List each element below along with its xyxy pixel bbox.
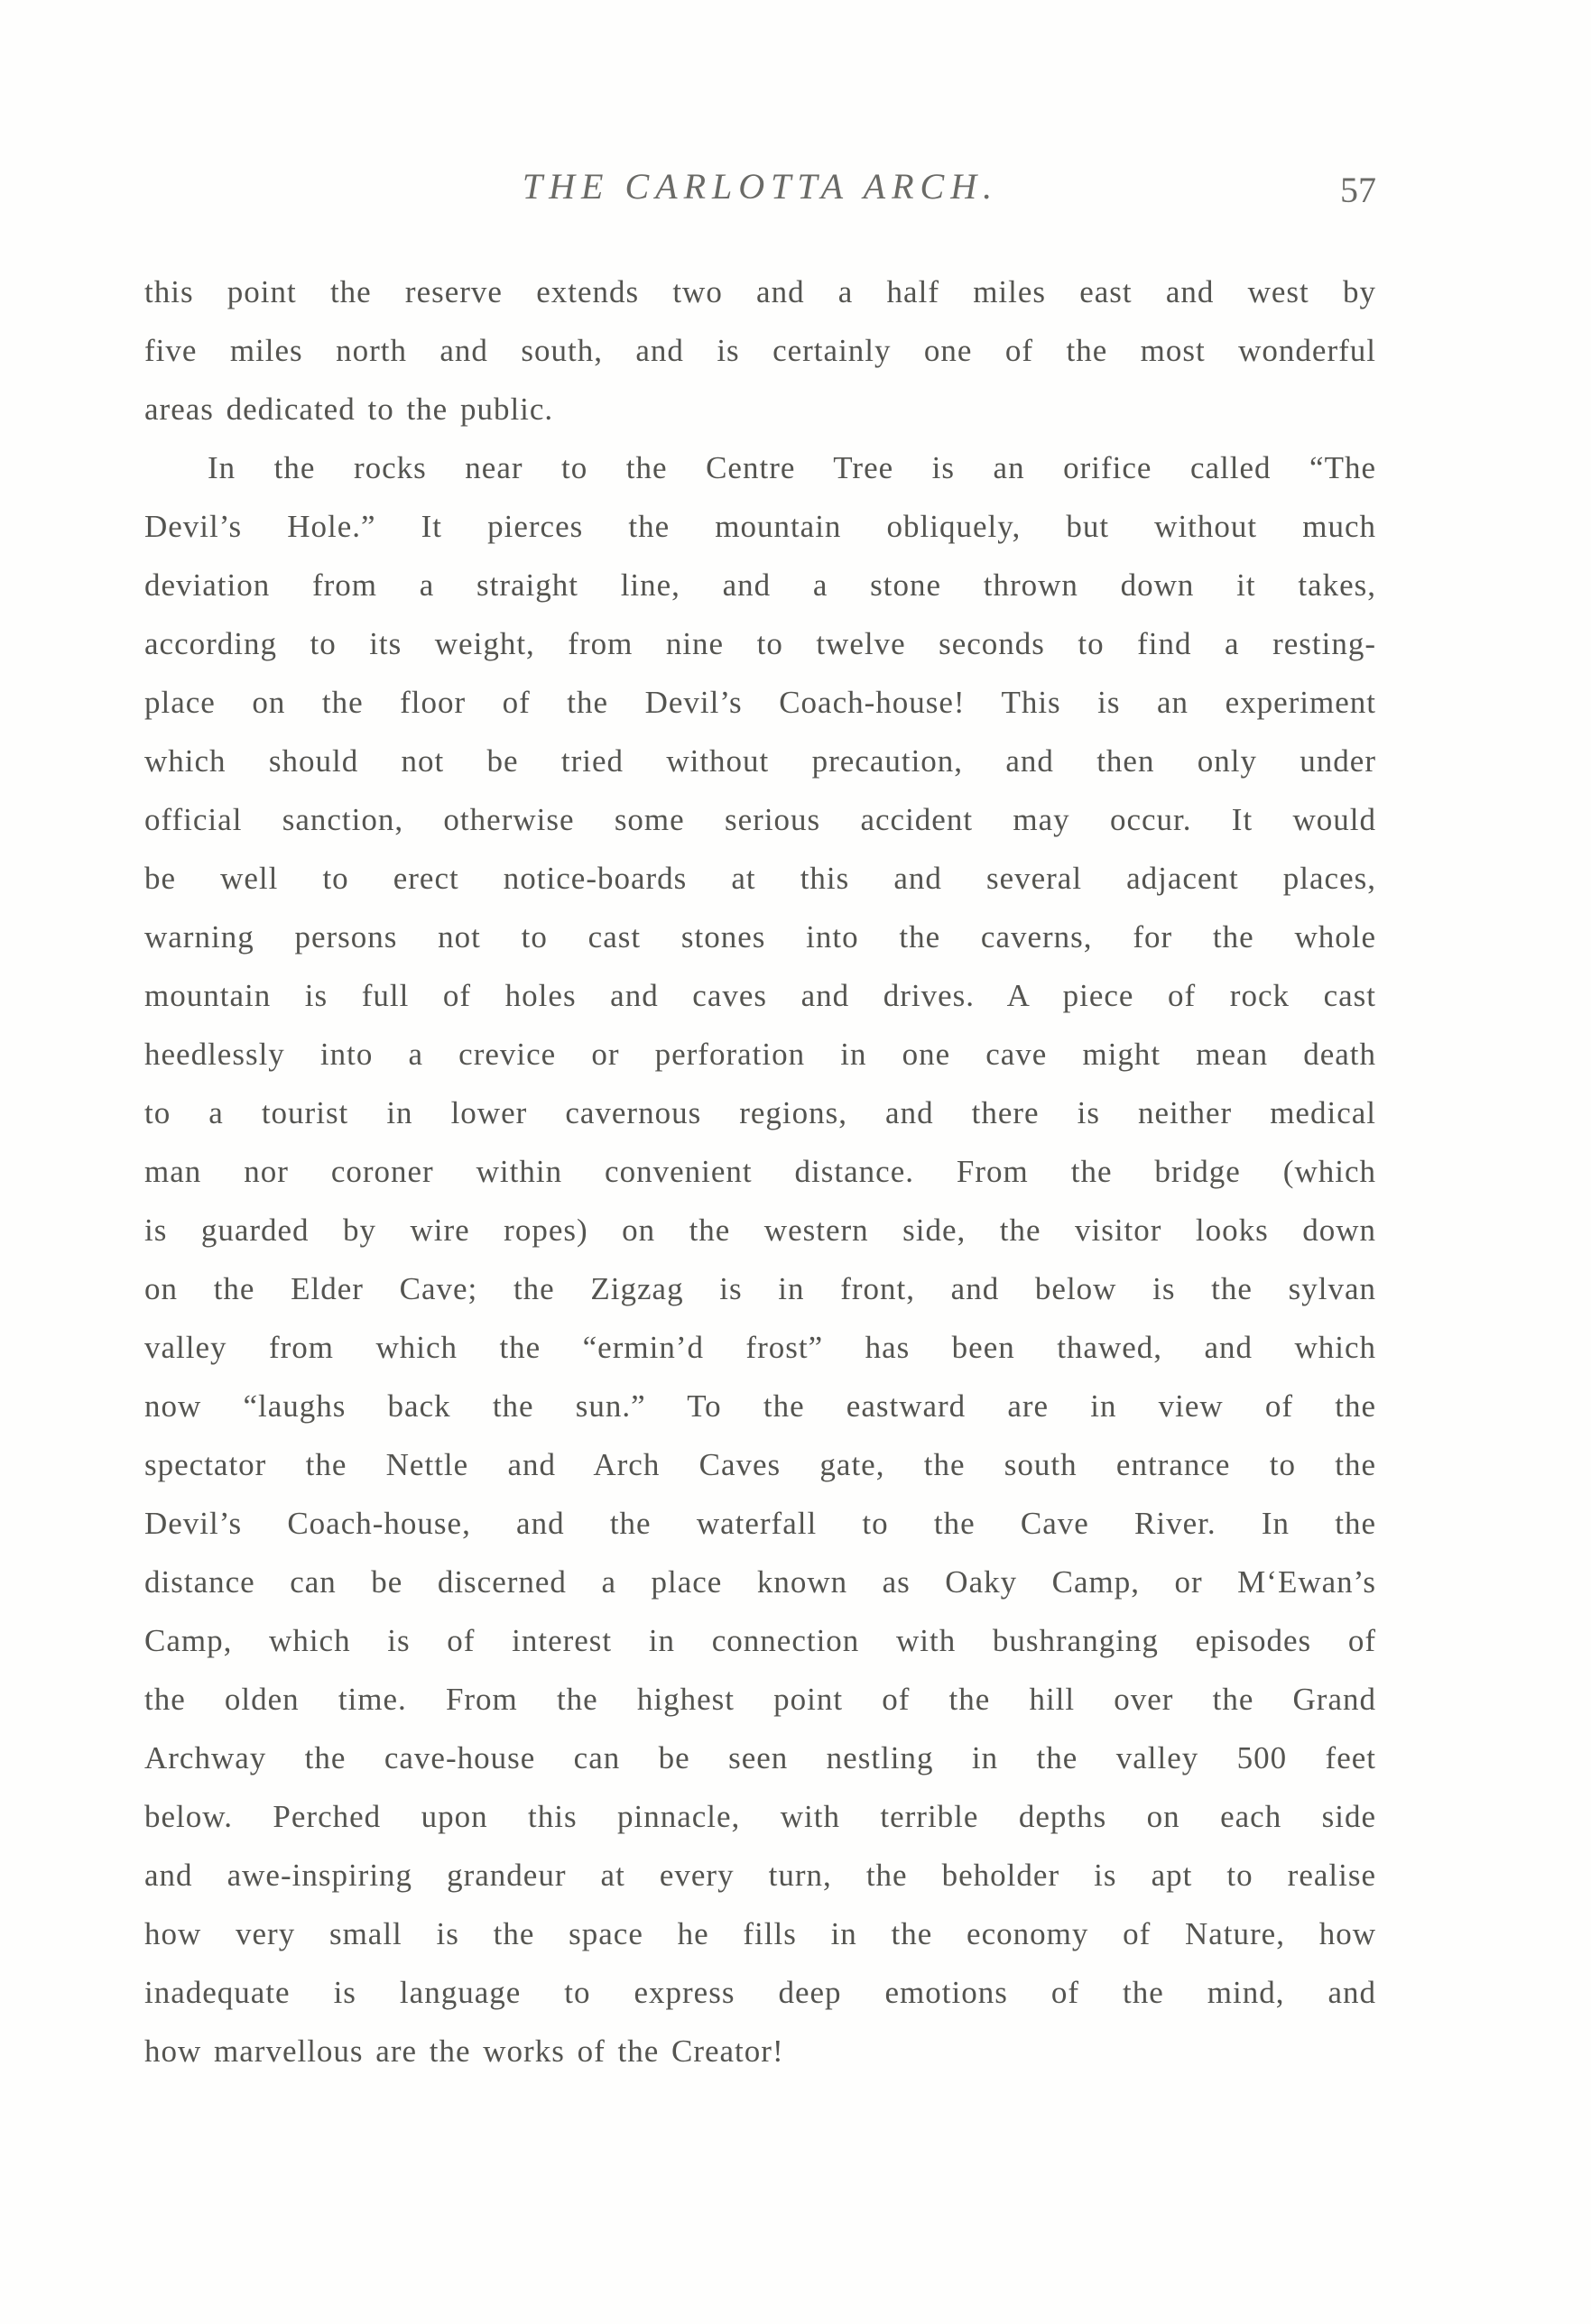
text-line: this point the reserve extends two and a half miles east and west by (144, 274, 1376, 309)
text-line: deviation from a straight line, and a stone thrown down it takes, (144, 567, 1376, 603)
text-line: to a tourist in lower cavernous regions, and there is neither medical (144, 1095, 1376, 1130)
text-line: Archway the cave-house can be seen nestling in the valley 500 feet (144, 1740, 1376, 1775)
text-line: and awe-inspiring grandeur at every turn, the beholder is apt to realise (144, 1858, 1376, 1893)
text-line: which should not be tried without precaution, and then only under (144, 743, 1376, 779)
text-line: be well to erect notice-boards at this and several adjacent places, (144, 861, 1376, 896)
text-line: place on the floor of the Devil’s Coach-house! This is an experiment (144, 685, 1376, 720)
text-line: Devil’s Coach-house, and the waterfall to the Cave River. In the (144, 1506, 1376, 1541)
body-text (144, 263, 1376, 2080)
text-line: is guarded by wire ropes) on the western side, the visitor looks down (144, 1213, 1376, 1248)
text-line: heedlessly into a crevice or perforation in one cave might mean death (144, 1037, 1376, 1072)
text-line: how marvellous are the works of the Creator! (144, 2034, 784, 2069)
text-line: according to its weight, from nine to twelve seconds to find a resting- (144, 626, 1376, 661)
text-line: man nor coroner within convenient distance. From the bridge (which (144, 1154, 1376, 1189)
text-line: Camp, which is of interest in connection with bushranging episodes of (144, 1623, 1376, 1658)
text-line: inadequate is language to express deep emotions of the mind, and (144, 1975, 1376, 2010)
running-title: THE CARLOTTA ARCH. (522, 166, 999, 207)
page-number: 57 (1340, 170, 1376, 210)
text-line: below. Perched upon this pinnacle, with terrible depths on each side (144, 1799, 1376, 1834)
text-line: official sanction, otherwise some serious accident may occur. It would (144, 802, 1376, 837)
running-head (144, 165, 1376, 219)
text-line: how very small is the space he fills in the economy of Nature, how (144, 1916, 1376, 1951)
text-line: areas dedicated to the public. (144, 392, 554, 427)
text-line: Devil’s Hole.” It pierces the mountain obliquely, but without much (144, 509, 1376, 544)
text-line: spectator the Nettle and Arch Caves gate, the south entrance to the (144, 1447, 1376, 1482)
text-line: on the Elder Cave; the Zigzag is in front, and below is the sylvan (144, 1271, 1376, 1306)
text-line: valley from which the “ermin’d frost” has been thawed, and which (144, 1330, 1376, 1365)
text-line: distance can be discerned a place known as Oaky Camp, or M‘Ewan’s (144, 1564, 1376, 1600)
text-line: warning persons not to cast stones into the caverns, for the whole (144, 919, 1376, 954)
text-line: now “laughs back the sun.” To the eastward are in view of the (144, 1388, 1376, 1424)
text-line: In the rocks near to the Centre Tree is an orifice called “The (208, 450, 1376, 485)
text-line: the olden time. From the highest point of the hill over the Grand (144, 1682, 1376, 1717)
text-line: mountain is full of holes and caves and drives. A piece of rock cast (144, 978, 1376, 1013)
text-line: five miles north and south, and is certainly one of the most wonderful (144, 333, 1376, 368)
